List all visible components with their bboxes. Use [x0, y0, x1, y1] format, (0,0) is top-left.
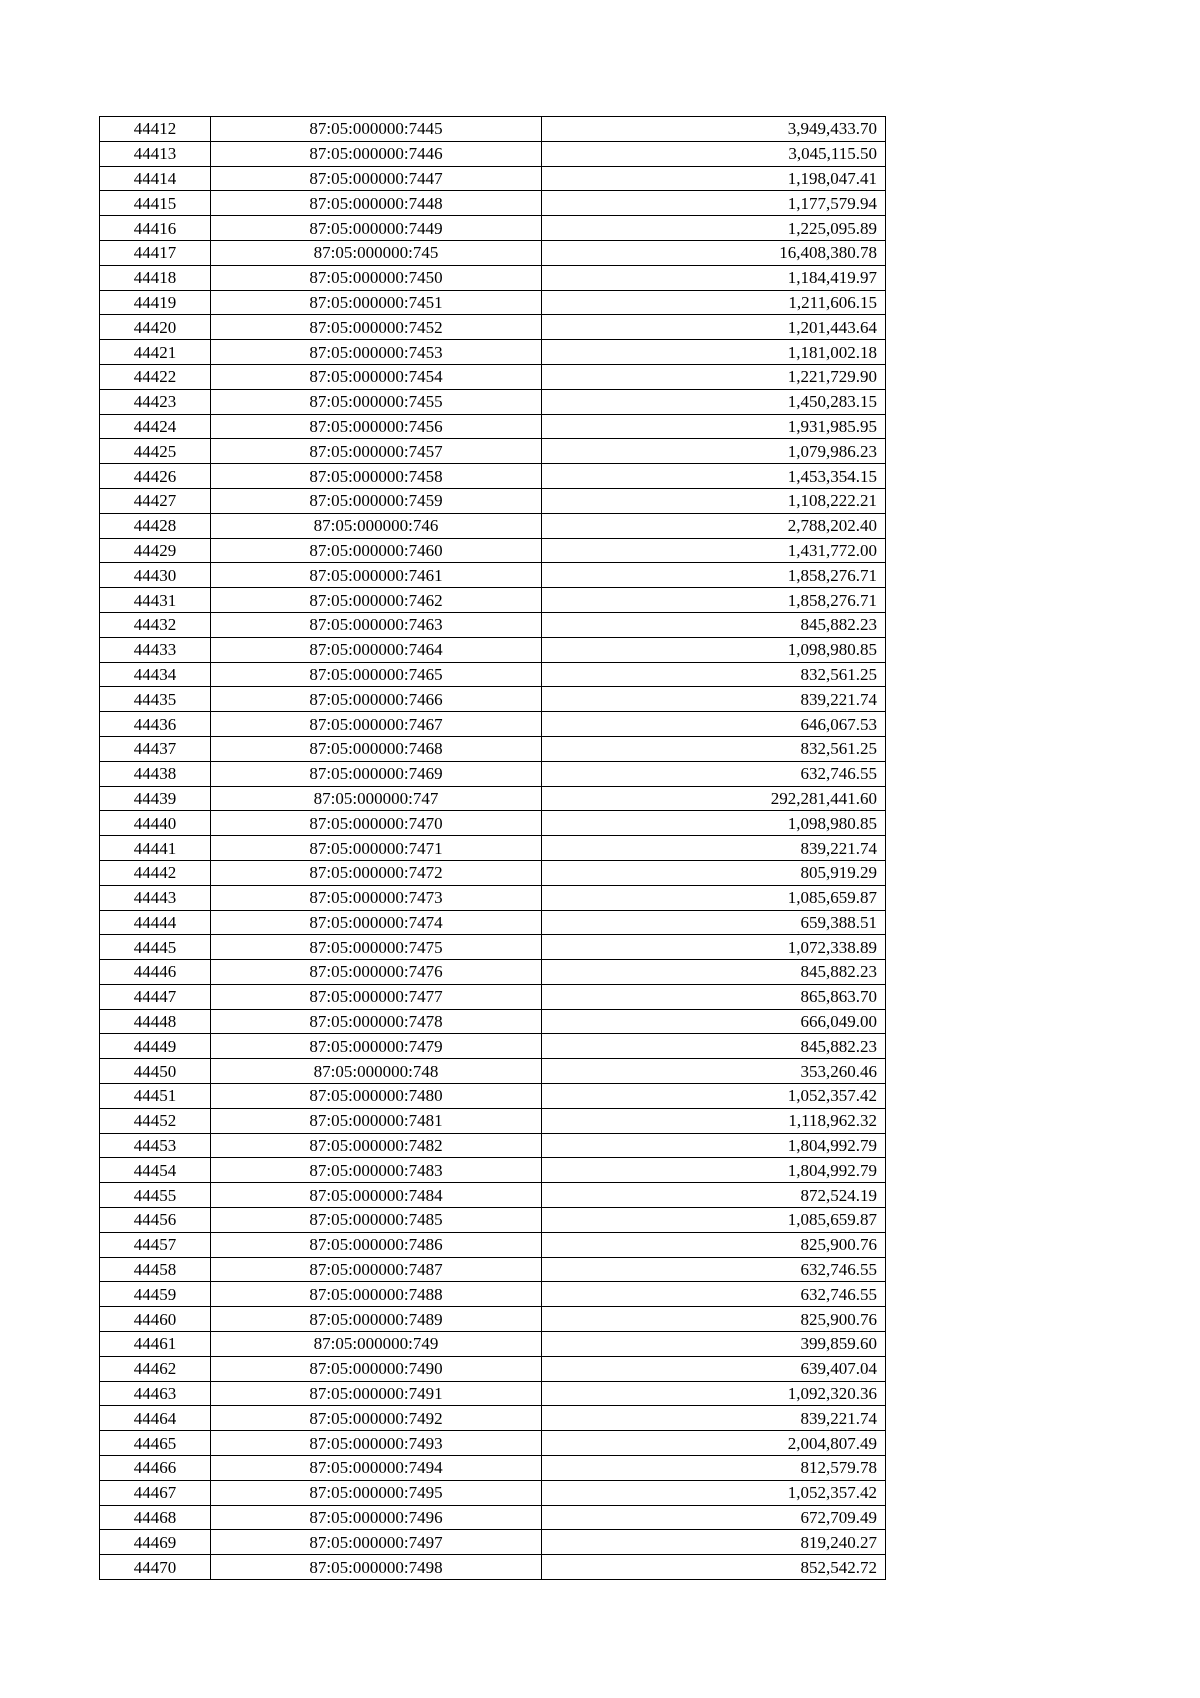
table-row	[100, 1505, 886, 1530]
value-cell: 1,201,443.64	[542, 315, 886, 340]
table-row	[100, 736, 886, 761]
table-row	[100, 563, 886, 588]
cadastral-number-cell: 87:05:000000:7464	[211, 637, 542, 662]
value-cell: 1,098,980.85	[542, 811, 886, 836]
row-number-cell: 44422	[100, 364, 211, 389]
row-number-cell: 44426	[100, 464, 211, 489]
row-number-cell: 44464	[100, 1406, 211, 1431]
value-cell: 16,408,380.78	[542, 240, 886, 265]
row-number-cell: 44468	[100, 1505, 211, 1530]
value-cell: 845,882.23	[542, 1034, 886, 1059]
value-cell: 3,949,433.70	[542, 117, 886, 142]
table-row	[100, 1084, 886, 1109]
value-cell: 1,184,419.97	[542, 265, 886, 290]
cadastral-number-cell: 87:05:000000:7479	[211, 1034, 542, 1059]
table-row	[100, 364, 886, 389]
row-number-cell: 44459	[100, 1282, 211, 1307]
table-row	[100, 1009, 886, 1034]
cadastral-number-cell: 87:05:000000:7477	[211, 984, 542, 1009]
table-row	[100, 315, 886, 340]
table-row	[100, 513, 886, 538]
cadastral-number-cell: 87:05:000000:7485	[211, 1208, 542, 1233]
value-cell: 1,085,659.87	[542, 885, 886, 910]
table-row	[100, 1059, 886, 1084]
table-row	[100, 836, 886, 861]
table-row	[100, 761, 886, 786]
row-number-cell: 44454	[100, 1158, 211, 1183]
cadastral-number-cell: 87:05:000000:7481	[211, 1108, 542, 1133]
row-number-cell: 44431	[100, 588, 211, 613]
value-cell: 1,804,992.79	[542, 1158, 886, 1183]
row-number-cell: 44439	[100, 786, 211, 811]
table-row	[100, 191, 886, 216]
cadastral-number-cell: 87:05:000000:7489	[211, 1307, 542, 1332]
row-number-cell: 44443	[100, 885, 211, 910]
table-row	[100, 538, 886, 563]
row-number-cell: 44458	[100, 1257, 211, 1282]
value-cell: 632,746.55	[542, 1257, 886, 1282]
row-number-cell: 44414	[100, 166, 211, 191]
cadastral-number-cell: 87:05:000000:7469	[211, 761, 542, 786]
value-cell: 1,804,992.79	[542, 1133, 886, 1158]
row-number-cell: 44466	[100, 1456, 211, 1481]
value-cell: 832,561.25	[542, 736, 886, 761]
row-number-cell: 44437	[100, 736, 211, 761]
value-cell: 845,882.23	[542, 612, 886, 637]
value-cell: 292,281,441.60	[542, 786, 886, 811]
row-number-cell: 44461	[100, 1332, 211, 1357]
row-number-cell: 44441	[100, 836, 211, 861]
table-row	[100, 1480, 886, 1505]
cadastral-number-cell: 87:05:000000:7471	[211, 836, 542, 861]
table-row	[100, 1133, 886, 1158]
cadastral-number-cell: 87:05:000000:7470	[211, 811, 542, 836]
cadastral-number-cell: 87:05:000000:747	[211, 786, 542, 811]
table-row	[100, 1158, 886, 1183]
cadastral-number-cell: 87:05:000000:7482	[211, 1133, 542, 1158]
table-row	[100, 1456, 886, 1481]
table-row	[100, 216, 886, 241]
row-number-cell: 44420	[100, 315, 211, 340]
table-row	[100, 1257, 886, 1282]
row-number-cell: 44451	[100, 1084, 211, 1109]
table-row	[100, 1282, 886, 1307]
cadastral-number-cell: 87:05:000000:7451	[211, 290, 542, 315]
row-number-cell: 44469	[100, 1530, 211, 1555]
table-row	[100, 1108, 886, 1133]
row-number-cell: 44440	[100, 811, 211, 836]
row-number-cell: 44465	[100, 1431, 211, 1456]
value-cell: 1,177,579.94	[542, 191, 886, 216]
cadastral-number-cell: 87:05:000000:7474	[211, 910, 542, 935]
cadastral-number-cell: 87:05:000000:7463	[211, 612, 542, 637]
row-number-cell: 44432	[100, 612, 211, 637]
value-cell: 639,407.04	[542, 1356, 886, 1381]
table-row	[100, 1406, 886, 1431]
value-cell: 1,098,980.85	[542, 637, 886, 662]
value-cell: 399,859.60	[542, 1332, 886, 1357]
row-number-cell: 44433	[100, 637, 211, 662]
row-number-cell: 44434	[100, 662, 211, 687]
row-number-cell: 44435	[100, 687, 211, 712]
row-number-cell: 44452	[100, 1108, 211, 1133]
cadastral-number-cell: 87:05:000000:7476	[211, 960, 542, 985]
table-row	[100, 1208, 886, 1233]
value-cell: 353,260.46	[542, 1059, 886, 1084]
value-cell: 632,746.55	[542, 761, 886, 786]
value-cell: 646,067.53	[542, 712, 886, 737]
value-cell: 3,045,115.50	[542, 141, 886, 166]
cadastral-number-cell: 87:05:000000:7480	[211, 1084, 542, 1109]
table-row	[100, 439, 886, 464]
table-row	[100, 414, 886, 439]
table-row	[100, 984, 886, 1009]
table-row	[100, 910, 886, 935]
value-cell: 1,858,276.71	[542, 588, 886, 613]
value-cell: 872,524.19	[542, 1183, 886, 1208]
cadastral-number-cell: 87:05:000000:7446	[211, 141, 542, 166]
cadastral-number-cell: 87:05:000000:7453	[211, 340, 542, 365]
cadastral-number-cell: 87:05:000000:7472	[211, 860, 542, 885]
cadastral-number-cell: 87:05:000000:745	[211, 240, 542, 265]
table-row	[100, 1431, 886, 1456]
value-cell: 825,900.76	[542, 1307, 886, 1332]
value-cell: 1,453,354.15	[542, 464, 886, 489]
value-cell: 1,225,095.89	[542, 216, 886, 241]
cadastral-number-cell: 87:05:000000:7488	[211, 1282, 542, 1307]
cadastral-number-cell: 87:05:000000:746	[211, 513, 542, 538]
table-row	[100, 612, 886, 637]
cadastral-number-cell: 87:05:000000:7468	[211, 736, 542, 761]
cadastral-number-cell: 87:05:000000:7447	[211, 166, 542, 191]
value-cell: 2,788,202.40	[542, 513, 886, 538]
table-row	[100, 637, 886, 662]
value-cell: 819,240.27	[542, 1530, 886, 1555]
table-row	[100, 935, 886, 960]
value-cell: 1,079,986.23	[542, 439, 886, 464]
value-cell: 1,072,338.89	[542, 935, 886, 960]
cadastral-number-cell: 87:05:000000:7466	[211, 687, 542, 712]
value-cell: 659,388.51	[542, 910, 886, 935]
value-cell: 1,181,002.18	[542, 340, 886, 365]
table-row	[100, 1332, 886, 1357]
cadastral-number-cell: 87:05:000000:7448	[211, 191, 542, 216]
cadastral-number-cell: 87:05:000000:7454	[211, 364, 542, 389]
table-row	[100, 1232, 886, 1257]
row-number-cell: 44463	[100, 1381, 211, 1406]
row-number-cell: 44423	[100, 389, 211, 414]
cadastral-number-cell: 87:05:000000:7490	[211, 1356, 542, 1381]
cadastral-number-cell: 87:05:000000:7465	[211, 662, 542, 687]
row-number-cell: 44442	[100, 860, 211, 885]
cadastral-number-cell: 87:05:000000:7487	[211, 1257, 542, 1282]
table-row	[100, 166, 886, 191]
value-cell: 825,900.76	[542, 1232, 886, 1257]
row-number-cell: 44425	[100, 439, 211, 464]
cadastral-number-cell: 87:05:000000:7495	[211, 1480, 542, 1505]
row-number-cell: 44421	[100, 340, 211, 365]
cadastral-number-cell: 87:05:000000:7458	[211, 464, 542, 489]
value-cell: 839,221.74	[542, 687, 886, 712]
table-row	[100, 340, 886, 365]
row-number-cell: 44448	[100, 1009, 211, 1034]
cadastral-number-cell: 87:05:000000:7491	[211, 1381, 542, 1406]
value-cell: 1,211,606.15	[542, 290, 886, 315]
value-cell: 805,919.29	[542, 860, 886, 885]
row-number-cell: 44470	[100, 1555, 211, 1580]
cadastral-number-cell: 87:05:000000:7452	[211, 315, 542, 340]
table-row	[100, 1530, 886, 1555]
cadastral-number-cell: 87:05:000000:7496	[211, 1505, 542, 1530]
value-cell: 839,221.74	[542, 836, 886, 861]
value-cell: 1,052,357.42	[542, 1084, 886, 1109]
table-row	[100, 960, 886, 985]
cadastral-number-cell: 87:05:000000:7492	[211, 1406, 542, 1431]
row-number-cell: 44438	[100, 761, 211, 786]
cadastral-number-cell: 87:05:000000:7493	[211, 1431, 542, 1456]
row-number-cell: 44453	[100, 1133, 211, 1158]
cadastral-number-cell: 87:05:000000:7478	[211, 1009, 542, 1034]
table-row	[100, 1183, 886, 1208]
table-row	[100, 588, 886, 613]
table-row	[100, 712, 886, 737]
value-cell: 1,198,047.41	[542, 166, 886, 191]
cadastral-number-cell: 87:05:000000:7461	[211, 563, 542, 588]
cadastral-number-cell: 87:05:000000:7445	[211, 117, 542, 142]
value-cell: 845,882.23	[542, 960, 886, 985]
cadastral-number-cell: 87:05:000000:7450	[211, 265, 542, 290]
row-number-cell: 44450	[100, 1059, 211, 1084]
value-cell: 1,931,985.95	[542, 414, 886, 439]
table-row	[100, 1356, 886, 1381]
table-row	[100, 662, 886, 687]
cadastral-number-cell: 87:05:000000:7475	[211, 935, 542, 960]
row-number-cell: 44419	[100, 290, 211, 315]
value-cell: 1,085,659.87	[542, 1208, 886, 1233]
value-cell: 666,049.00	[542, 1009, 886, 1034]
value-cell: 1,431,772.00	[542, 538, 886, 563]
row-number-cell: 44462	[100, 1356, 211, 1381]
row-number-cell: 44418	[100, 265, 211, 290]
cadastral-number-cell: 87:05:000000:7449	[211, 216, 542, 241]
value-cell: 865,863.70	[542, 984, 886, 1009]
cadastral-number-cell: 87:05:000000:7494	[211, 1456, 542, 1481]
row-number-cell: 44457	[100, 1232, 211, 1257]
value-cell: 672,709.49	[542, 1505, 886, 1530]
row-number-cell: 44417	[100, 240, 211, 265]
table-row	[100, 117, 886, 142]
value-cell: 632,746.55	[542, 1282, 886, 1307]
table-row	[100, 488, 886, 513]
row-number-cell: 44436	[100, 712, 211, 737]
row-number-cell: 44427	[100, 488, 211, 513]
table-row	[100, 860, 886, 885]
row-number-cell: 44428	[100, 513, 211, 538]
value-cell: 2,004,807.49	[542, 1431, 886, 1456]
value-cell: 1,092,320.36	[542, 1381, 886, 1406]
value-cell: 1,221,729.90	[542, 364, 886, 389]
row-number-cell: 44449	[100, 1034, 211, 1059]
row-number-cell: 44424	[100, 414, 211, 439]
cadastral-number-cell: 87:05:000000:7473	[211, 885, 542, 910]
table-row	[100, 464, 886, 489]
value-cell: 812,579.78	[542, 1456, 886, 1481]
cadastral-number-cell: 87:05:000000:7459	[211, 488, 542, 513]
row-number-cell: 44444	[100, 910, 211, 935]
row-number-cell: 44445	[100, 935, 211, 960]
cadastral-number-cell: 87:05:000000:748	[211, 1059, 542, 1084]
value-cell: 832,561.25	[542, 662, 886, 687]
value-cell: 1,108,222.21	[542, 488, 886, 513]
row-number-cell: 44467	[100, 1480, 211, 1505]
value-cell: 852,542.72	[542, 1555, 886, 1580]
table-row	[100, 389, 886, 414]
table-row	[100, 240, 886, 265]
table-row	[100, 265, 886, 290]
cadastral-number-cell: 87:05:000000:749	[211, 1332, 542, 1357]
row-number-cell: 44446	[100, 960, 211, 985]
row-number-cell: 44455	[100, 1183, 211, 1208]
table-row	[100, 885, 886, 910]
table-row	[100, 811, 886, 836]
table-row	[100, 1381, 886, 1406]
cadastral-number-cell: 87:05:000000:7455	[211, 389, 542, 414]
cadastral-value-table	[99, 116, 886, 1580]
value-cell: 1,450,283.15	[542, 389, 886, 414]
cadastral-number-cell: 87:05:000000:7460	[211, 538, 542, 563]
row-number-cell: 44416	[100, 216, 211, 241]
row-number-cell: 44415	[100, 191, 211, 216]
value-cell: 1,858,276.71	[542, 563, 886, 588]
table-row	[100, 1307, 886, 1332]
table-row	[100, 786, 886, 811]
cadastral-number-cell: 87:05:000000:7462	[211, 588, 542, 613]
table-row	[100, 687, 886, 712]
value-cell: 1,118,962.32	[542, 1108, 886, 1133]
cadastral-number-cell: 87:05:000000:7483	[211, 1158, 542, 1183]
cadastral-number-cell: 87:05:000000:7467	[211, 712, 542, 737]
table-row	[100, 1034, 886, 1059]
table-row	[100, 290, 886, 315]
value-cell: 839,221.74	[542, 1406, 886, 1431]
table-row	[100, 141, 886, 166]
row-number-cell: 44412	[100, 117, 211, 142]
cadastral-number-cell: 87:05:000000:7456	[211, 414, 542, 439]
cadastral-number-cell: 87:05:000000:7457	[211, 439, 542, 464]
row-number-cell: 44447	[100, 984, 211, 1009]
row-number-cell: 44413	[100, 141, 211, 166]
value-cell: 1,052,357.42	[542, 1480, 886, 1505]
cadastral-number-cell: 87:05:000000:7484	[211, 1183, 542, 1208]
table-row	[100, 1555, 886, 1580]
row-number-cell: 44429	[100, 538, 211, 563]
cadastral-number-cell: 87:05:000000:7498	[211, 1555, 542, 1580]
cadastral-number-cell: 87:05:000000:7486	[211, 1232, 542, 1257]
row-number-cell: 44430	[100, 563, 211, 588]
table-body	[100, 117, 886, 1580]
cadastral-number-cell: 87:05:000000:7497	[211, 1530, 542, 1555]
row-number-cell: 44460	[100, 1307, 211, 1332]
row-number-cell: 44456	[100, 1208, 211, 1233]
